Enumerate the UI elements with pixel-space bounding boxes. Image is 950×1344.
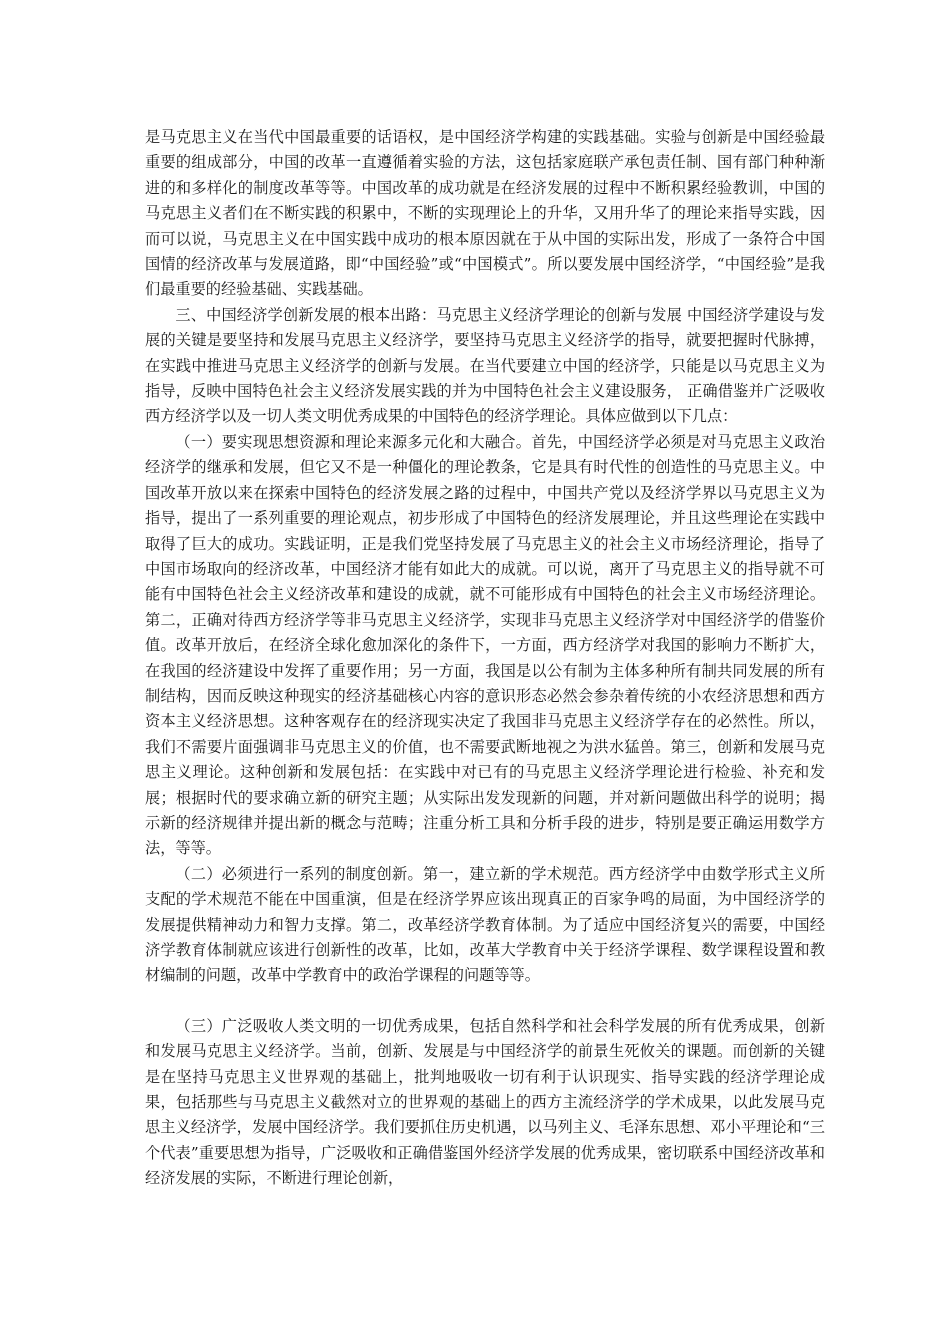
paragraph-point-three: （三）广泛吸收人类文明的一切优秀成果，包括自然科学和社会科学发展的所有优秀成果，创新和发展马克思主义经济学。当前，创新、发展是与中国经济学的前景生死攸关的课题。而创新的关键是在坚持马克思主义世界观的基础上，批判地吸收一切有利于认识现实、指导实践的经济学理论成果，包括那些与马克思主义截然对立的世界观的基础上的西方主流经济学的学术成果，以此发展马克思主义经济学，发展中国经济学。我们要抓住历史机遇，以马列主义、毛泽东思想、邓小平理论和“三个代表”重要思想为指导，广泛吸收和正确借鉴国外经济学发展的优秀成果，密切联系中国经济改革和经济发展的实际，不断进行理论创新，	[145, 1016, 825, 1188]
paragraph-china-experience: 是马克思主义在当代中国最重要的话语权，是中国经济学构建的实践基础。实验与创新是中国经验最重要的组成部分，中国的改革一直遵循着实验的方法，这包括家庭联产承包责任制、国有部门种种渐进的和多样化的制度改革等等。中国改革的成功就是在经济发展的过程中不断积累经验教训，中国的马克思主义者们在不断实践的积累中，不断的实现理论上的升华，又用升华了的理论来指导实践，因而可以说，马克思主义在中国实践中成功的根本原因就在于从中国的实际出发，形成了一条符合中国国情的经济改革与发展道路，即“中国经验”或“中国模式”。所以要发展中国经济学，“中国经验”是我们最重要的经验基础、实践基础。	[145, 128, 825, 299]
document-body	[145, 125, 825, 1192]
paragraph-point-one: （一）要实现思想资源和理论来源多元化和大融合。首先，中国经济学必须是对马克思主义政治经济学的继承和发展，但它又不是一种僵化的理论教条，它是具有时代性的创造性的马克思主义。中国改革开放以来在探索中国特色的经济发展之路的过程中，中国共产党以及经济学界以马克思主义为指导，提出了一系列重要的理论观点，初步形成了中国特色的经济发展理论，并且这些理论在实践中取得了巨大的成功。实践证明，正是我们党坚持发展了马克思主义的社会主义市场经济理论，指导了中国市场取向的经济改革，中国经济才能有如此大的成就。可以说，离开了马克思主义的指导就不可能有中国特色社会主义经济改革和建设的成就，就不可能形成有中国特色的社会主义市场经济理论。第二，正确对待西方经济学等非马克思主义经济学，实现非马克思主义经济学对中国经济学的借鉴价值。改革开放后，在经济全球化愈加深化的条件下，一方面，西方经济学对我国的影响力不断扩大，在我国的经济建设中发挥了重要作用；另一方面，我国是以公有制为主体多种所有制共同发展的所有制结构，因而反映这种现实的经济基础核心内容的意识形态必然会参杂着传统的小农经济思想和西方资本主义经济思想。这种客观存在的经济现实决定了我国非马克思主义经济学存在的必然性。所以，我们不需要片面强调非马克思主义的价值，也不需要武断地视之为洪水猛兽。第三，创新和发展马克思主义理论。这种创新和发展包括：在实践中对已有的马克思主义经济学理论进行检验、补充和发展；根据时代的要求确立新的研究主题；从实际出发发现新的问题，并对新问题做出科学的说明；揭示新的经济规律并提出新的概念与范畴；注重分析工具和分析手段的进步，特别是要正确运用数学方法，等等。	[145, 432, 825, 858]
paragraph-point-two: （二）必须进行一系列的制度创新。第一，建立新的学术规范。西方经济学中由数学形式主义所支配的学术规范不能在中国重演，但是在经济学界应该出现真正的百家争鸣的局面，为中国经济学的发展提供精神动力和智力支撑。第二，改革经济学教育体制。为了适应中国经济复兴的需要，中国经济学教育体制就应该进行创新性的改革，比如，改革大学教育中关于经济学课程、数学课程设置和教材编制的问题，改革中学教育中的政治学课程的问题等等。	[145, 864, 825, 985]
paragraph-section-three: 三、中国经济学创新发展的根本出路：马克思主义经济学理论的创新与发展 中国经济学建设与发展的关键是要坚持和发展马克思主义经济学，要坚持马克思主义经济学的指导，就要把握时代脉搏，在实践中推进马克思主义经济学的创新与发展。在当代要建立中国的经济学，只能是以马克思主义为指导，反映中国特色社会主义经济发展实践的并为中国特色社会主义建设服务， 正确借鉴并广泛吸收西方经济学以及一切人类文明优秀成果的中国特色的经济学理论。具体应做到以下几点：	[145, 305, 825, 426]
